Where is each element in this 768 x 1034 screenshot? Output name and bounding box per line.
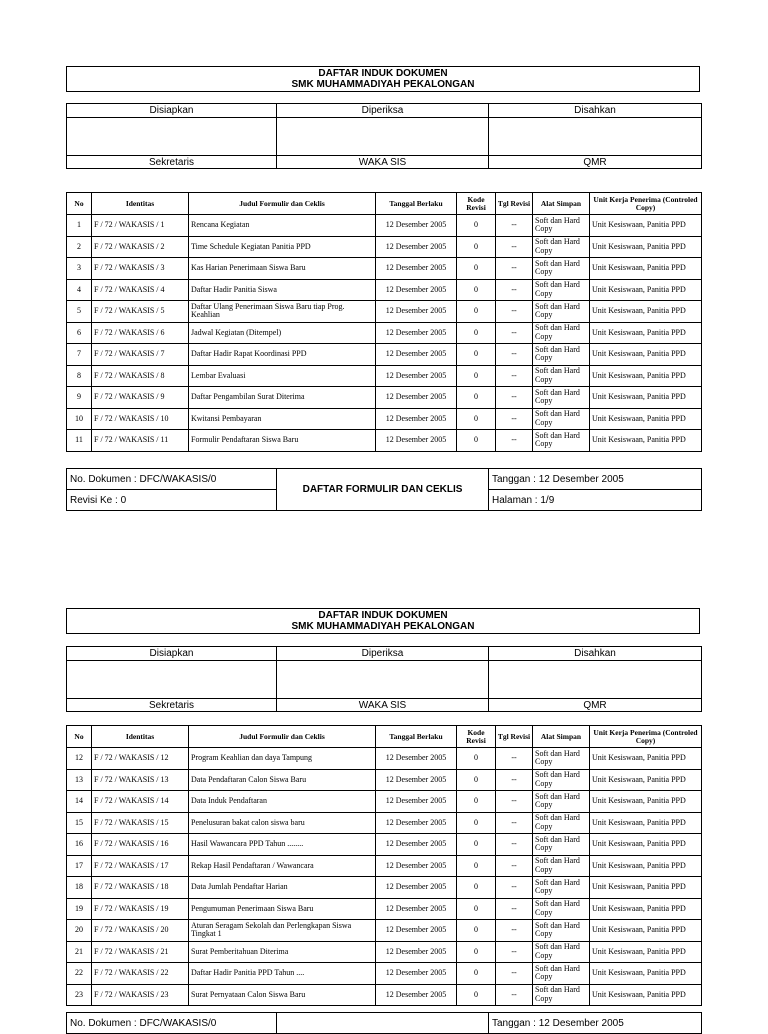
column-header: Identitas bbox=[92, 193, 189, 215]
revision-date: -- bbox=[496, 812, 533, 834]
revision-code: 0 bbox=[457, 430, 496, 452]
receiving-unit: Unit Kesiswaan, Panitia PPD bbox=[590, 344, 702, 366]
signer-role-secretary: Sekretaris bbox=[67, 156, 277, 169]
revision-date: -- bbox=[496, 387, 533, 409]
receiving-unit: Unit Kesiswaan, Panitia PPD bbox=[590, 301, 702, 323]
effective-date: 12 Desember 2005 bbox=[376, 344, 457, 366]
table-row bbox=[67, 258, 702, 280]
revision-date: -- bbox=[496, 920, 533, 942]
table-row bbox=[67, 430, 702, 452]
revision-code: 0 bbox=[457, 279, 496, 301]
storage-medium: Soft dan Hard Copy bbox=[533, 877, 590, 899]
column-header: Judul Formulir dan Ceklis bbox=[189, 726, 376, 748]
document-list-table bbox=[66, 725, 702, 1006]
effective-date: 12 Desember 2005 bbox=[376, 301, 457, 323]
storage-medium: Soft dan Hard Copy bbox=[533, 791, 590, 813]
signer-role-qmr: QMR bbox=[489, 156, 702, 169]
signature-label-prepared: Disiapkan bbox=[67, 104, 277, 118]
revision-code: 0 bbox=[457, 344, 496, 366]
signature-label-checked: Diperiksa bbox=[277, 104, 489, 118]
receiving-unit: Unit Kesiswaan, Panitia PPD bbox=[590, 365, 702, 387]
revision-date: -- bbox=[496, 898, 533, 920]
signer-role-qmr: QMR bbox=[489, 699, 702, 712]
table-row bbox=[67, 748, 702, 770]
table-row bbox=[67, 344, 702, 366]
table-row bbox=[67, 769, 702, 791]
form-title: Daftar Ulang Penerimaan Siswa Baru tiap Prog. Keahlian bbox=[189, 301, 376, 323]
document-id: F / 72 / WAKASIS / 7 bbox=[92, 344, 189, 366]
document-id: F / 72 / WAKASIS / 18 bbox=[92, 877, 189, 899]
receiving-unit: Unit Kesiswaan, Panitia PPD bbox=[590, 279, 702, 301]
table-header-row bbox=[67, 726, 702, 748]
effective-date: 12 Desember 2005 bbox=[376, 877, 457, 899]
revision-code: 0 bbox=[457, 855, 496, 877]
row-number: 17 bbox=[67, 855, 92, 877]
receiving-unit: Unit Kesiswaan, Panitia PPD bbox=[590, 941, 702, 963]
document-id: F / 72 / WAKASIS / 16 bbox=[92, 834, 189, 856]
table-row bbox=[67, 984, 702, 1006]
column-header: Unit Kerja Penerima (Controled Copy) bbox=[590, 726, 702, 748]
page-number: Halaman : 1/9 bbox=[489, 490, 702, 511]
table-row bbox=[67, 920, 702, 942]
signature-space bbox=[67, 661, 277, 699]
effective-date: 12 Desember 2005 bbox=[376, 963, 457, 985]
revision-code: 0 bbox=[457, 301, 496, 323]
table-row bbox=[67, 408, 702, 430]
column-header: No bbox=[67, 726, 92, 748]
revision-date: -- bbox=[496, 430, 533, 452]
form-title: Rekap Hasil Pendaftaran / Wawancara bbox=[189, 855, 376, 877]
receiving-unit: Unit Kesiswaan, Panitia PPD bbox=[590, 834, 702, 856]
effective-date: 12 Desember 2005 bbox=[376, 769, 457, 791]
form-title: Hasil Wawancara PPD Tahun ........ bbox=[189, 834, 376, 856]
row-number: 6 bbox=[67, 322, 92, 344]
table-row bbox=[67, 963, 702, 985]
document-list-table bbox=[66, 192, 702, 452]
effective-date: 12 Desember 2005 bbox=[376, 430, 457, 452]
effective-date: 12 Desember 2005 bbox=[376, 791, 457, 813]
form-title: Kas Harian Penerimaan Siswa Baru bbox=[189, 258, 376, 280]
document-footer bbox=[66, 1012, 702, 1034]
document-id: F / 72 / WAKASIS / 3 bbox=[92, 258, 189, 280]
effective-date: 12 Desember 2005 bbox=[376, 387, 457, 409]
document-id: F / 72 / WAKASIS / 19 bbox=[92, 898, 189, 920]
document-header bbox=[66, 66, 700, 92]
column-header: Judul Formulir dan Ceklis bbox=[189, 193, 376, 215]
form-title: Aturan Seragam Sekolah dan Perlengkapan Siswa Tingkat 1 bbox=[189, 920, 376, 942]
storage-medium: Soft dan Hard Copy bbox=[533, 855, 590, 877]
signer-role-waka-sis: WAKA SIS bbox=[277, 156, 489, 169]
header-line-1: DAFTAR INDUK DOKUMEN bbox=[318, 68, 448, 79]
receiving-unit: Unit Kesiswaan, Panitia PPD bbox=[590, 258, 702, 280]
revision-date: -- bbox=[496, 984, 533, 1006]
signature-space bbox=[489, 661, 702, 699]
document-id: F / 72 / WAKASIS / 14 bbox=[92, 791, 189, 813]
header-line-1: DAFTAR INDUK DOKUMEN bbox=[318, 610, 448, 621]
column-header: Alat Simpan bbox=[533, 726, 590, 748]
table-row bbox=[67, 812, 702, 834]
storage-medium: Soft dan Hard Copy bbox=[533, 834, 590, 856]
row-number: 13 bbox=[67, 769, 92, 791]
receiving-unit: Unit Kesiswaan, Panitia PPD bbox=[590, 748, 702, 770]
row-number: 4 bbox=[67, 279, 92, 301]
table-row bbox=[67, 941, 702, 963]
row-number: 15 bbox=[67, 812, 92, 834]
revision-date: -- bbox=[496, 834, 533, 856]
row-number: 14 bbox=[67, 791, 92, 813]
receiving-unit: Unit Kesiswaan, Panitia PPD bbox=[590, 984, 702, 1006]
document-id: F / 72 / WAKASIS / 17 bbox=[92, 855, 189, 877]
document-id: F / 72 / WAKASIS / 11 bbox=[92, 430, 189, 452]
table-row bbox=[67, 834, 702, 856]
signature-space bbox=[489, 118, 702, 156]
table-row bbox=[67, 791, 702, 813]
effective-date: 12 Desember 2005 bbox=[376, 834, 457, 856]
table-row bbox=[67, 365, 702, 387]
row-number: 12 bbox=[67, 748, 92, 770]
form-title: Daftar Hadir Panitia PPD Tahun .... bbox=[189, 963, 376, 985]
document-id: F / 72 / WAKASIS / 9 bbox=[92, 387, 189, 409]
revision-code: 0 bbox=[457, 322, 496, 344]
receiving-unit: Unit Kesiswaan, Panitia PPD bbox=[590, 408, 702, 430]
effective-date: 12 Desember 2005 bbox=[376, 812, 457, 834]
signer-role-waka-sis: WAKA SIS bbox=[277, 699, 489, 712]
document-id: F / 72 / WAKASIS / 6 bbox=[92, 322, 189, 344]
document-id: F / 72 / WAKASIS / 20 bbox=[92, 920, 189, 942]
effective-date: 12 Desember 2005 bbox=[376, 984, 457, 1006]
effective-date: 12 Desember 2005 bbox=[376, 920, 457, 942]
revision-date: -- bbox=[496, 365, 533, 387]
receiving-unit: Unit Kesiswaan, Panitia PPD bbox=[590, 855, 702, 877]
form-title: Rencana Kegiatan bbox=[189, 215, 376, 237]
revision-code: 0 bbox=[457, 387, 496, 409]
effective-date: 12 Desember 2005 bbox=[376, 898, 457, 920]
revision-code: 0 bbox=[457, 258, 496, 280]
receiving-unit: Unit Kesiswaan, Panitia PPD bbox=[590, 898, 702, 920]
form-title: Kwitansi Pembayaran bbox=[189, 408, 376, 430]
receiving-unit: Unit Kesiswaan, Panitia PPD bbox=[590, 920, 702, 942]
document-id: F / 72 / WAKASIS / 4 bbox=[92, 279, 189, 301]
footer-title bbox=[277, 1013, 489, 1034]
revision-code: 0 bbox=[457, 941, 496, 963]
form-title: Surat Pernyataan Calon Siswa Baru bbox=[189, 984, 376, 1006]
receiving-unit: Unit Kesiswaan, Panitia PPD bbox=[590, 236, 702, 258]
revision-code: 0 bbox=[457, 898, 496, 920]
revision-code: 0 bbox=[457, 984, 496, 1006]
table-row bbox=[67, 301, 702, 323]
row-number: 2 bbox=[67, 236, 92, 258]
table-row bbox=[67, 215, 702, 237]
signature-space bbox=[277, 661, 489, 699]
signature-label-prepared: Disiapkan bbox=[67, 647, 277, 661]
revision-date: -- bbox=[496, 236, 533, 258]
row-number: 23 bbox=[67, 984, 92, 1006]
footer-title: DAFTAR FORMULIR DAN CEKLIS bbox=[277, 469, 489, 511]
form-title: Jadwal Kegiatan (Ditempel) bbox=[189, 322, 376, 344]
receiving-unit: Unit Kesiswaan, Panitia PPD bbox=[590, 215, 702, 237]
table-body bbox=[67, 215, 702, 452]
document-id: F / 72 / WAKASIS / 12 bbox=[92, 748, 189, 770]
column-header: Tanggal Berlaku bbox=[376, 193, 457, 215]
storage-medium: Soft dan Hard Copy bbox=[533, 748, 590, 770]
document-number: No. Dokumen : DFC/WAKASIS/0 bbox=[67, 1013, 277, 1034]
signature-table bbox=[66, 646, 702, 712]
row-number: 16 bbox=[67, 834, 92, 856]
header-line-2: SMK MUHAMMADIYAH PEKALONGAN bbox=[291, 621, 475, 632]
document-id: F / 72 / WAKASIS / 8 bbox=[92, 365, 189, 387]
signer-role-secretary: Sekretaris bbox=[67, 699, 277, 712]
revision-date: -- bbox=[496, 215, 533, 237]
revision-code: 0 bbox=[457, 236, 496, 258]
column-header: Identitas bbox=[92, 726, 189, 748]
form-title: Formulir Pendaftaran Siswa Baru bbox=[189, 430, 376, 452]
receiving-unit: Unit Kesiswaan, Panitia PPD bbox=[590, 791, 702, 813]
signature-label-checked: Diperiksa bbox=[277, 647, 489, 661]
revision-code: 0 bbox=[457, 408, 496, 430]
signature-label-approved: Disahkan bbox=[489, 104, 702, 118]
revision-date: -- bbox=[496, 279, 533, 301]
effective-date: 12 Desember 2005 bbox=[376, 748, 457, 770]
form-title: Surat Pemberitahuan Diterima bbox=[189, 941, 376, 963]
revision-date: -- bbox=[496, 791, 533, 813]
storage-medium: Soft dan Hard Copy bbox=[533, 322, 590, 344]
table-row bbox=[67, 279, 702, 301]
storage-medium: Soft dan Hard Copy bbox=[533, 769, 590, 791]
revision-code: 0 bbox=[457, 769, 496, 791]
storage-medium: Soft dan Hard Copy bbox=[533, 365, 590, 387]
form-title: Data Pendaftaran Calon Siswa Baru bbox=[189, 769, 376, 791]
form-title: Daftar Pengambilan Surat Diterima bbox=[189, 387, 376, 409]
row-number: 22 bbox=[67, 963, 92, 985]
table-body bbox=[67, 748, 702, 1006]
revision-date: -- bbox=[496, 344, 533, 366]
row-number: 3 bbox=[67, 258, 92, 280]
storage-medium: Soft dan Hard Copy bbox=[533, 984, 590, 1006]
form-title: Program Keahlian dan daya Tampung bbox=[189, 748, 376, 770]
table-row bbox=[67, 898, 702, 920]
header-line-2: SMK MUHAMMADIYAH PEKALONGAN bbox=[291, 79, 475, 90]
form-title: Data Jumlah Pendaftar Harian bbox=[189, 877, 376, 899]
revision-code: 0 bbox=[457, 963, 496, 985]
row-number: 21 bbox=[67, 941, 92, 963]
signature-table bbox=[66, 103, 702, 169]
form-title: Pengumuman Penerimaan Siswa Baru bbox=[189, 898, 376, 920]
revision-code: 0 bbox=[457, 877, 496, 899]
row-number: 20 bbox=[67, 920, 92, 942]
revision-date: -- bbox=[496, 941, 533, 963]
form-title: Time Schedule Kegiatan Panitia PPD bbox=[189, 236, 376, 258]
effective-date: 12 Desember 2005 bbox=[376, 322, 457, 344]
form-title: Daftar Hadir Panitia Siswa bbox=[189, 279, 376, 301]
storage-medium: Soft dan Hard Copy bbox=[533, 258, 590, 280]
document-id: F / 72 / WAKASIS / 21 bbox=[92, 941, 189, 963]
revision-date: -- bbox=[496, 408, 533, 430]
document-id: F / 72 / WAKASIS / 2 bbox=[92, 236, 189, 258]
revision-date: -- bbox=[496, 877, 533, 899]
effective-date: 12 Desember 2005 bbox=[376, 258, 457, 280]
receiving-unit: Unit Kesiswaan, Panitia PPD bbox=[590, 812, 702, 834]
document-number: No. Dokumen : DFC/WAKASIS/0 bbox=[67, 469, 277, 490]
column-header: Tgl Revisi bbox=[496, 193, 533, 215]
revision-code: 0 bbox=[457, 365, 496, 387]
row-number: 1 bbox=[67, 215, 92, 237]
document-header bbox=[66, 608, 700, 634]
storage-medium: Soft dan Hard Copy bbox=[533, 279, 590, 301]
form-title: Penelusuran bakat calon siswa baru bbox=[189, 812, 376, 834]
table-row bbox=[67, 877, 702, 899]
effective-date: 12 Desember 2005 bbox=[376, 279, 457, 301]
column-header: Tanggal Berlaku bbox=[376, 726, 457, 748]
row-number: 18 bbox=[67, 877, 92, 899]
revision-date: -- bbox=[496, 769, 533, 791]
signature-space bbox=[67, 118, 277, 156]
document-id: F / 72 / WAKASIS / 13 bbox=[92, 769, 189, 791]
revision-date: -- bbox=[496, 322, 533, 344]
revision-code: 0 bbox=[457, 791, 496, 813]
effective-date: 12 Desember 2005 bbox=[376, 855, 457, 877]
revision-code: 0 bbox=[457, 215, 496, 237]
column-header: Alat Simpan bbox=[533, 193, 590, 215]
row-number: 5 bbox=[67, 301, 92, 323]
storage-medium: Soft dan Hard Copy bbox=[533, 941, 590, 963]
storage-medium: Soft dan Hard Copy bbox=[533, 408, 590, 430]
revision-code: 0 bbox=[457, 812, 496, 834]
row-number: 7 bbox=[67, 344, 92, 366]
document-footer bbox=[66, 468, 702, 511]
table-row bbox=[67, 322, 702, 344]
table-row bbox=[67, 387, 702, 409]
revision-date: -- bbox=[496, 748, 533, 770]
document-id: F / 72 / WAKASIS / 15 bbox=[92, 812, 189, 834]
row-number: 9 bbox=[67, 387, 92, 409]
receiving-unit: Unit Kesiswaan, Panitia PPD bbox=[590, 963, 702, 985]
receiving-unit: Unit Kesiswaan, Panitia PPD bbox=[590, 322, 702, 344]
document-id: F / 72 / WAKASIS / 1 bbox=[92, 215, 189, 237]
document-id: F / 72 / WAKASIS / 23 bbox=[92, 984, 189, 1006]
document-date: Tanggan : 12 Desember 2005 bbox=[489, 469, 702, 490]
storage-medium: Soft dan Hard Copy bbox=[533, 344, 590, 366]
effective-date: 12 Desember 2005 bbox=[376, 236, 457, 258]
form-title: Data Induk Pendaftaran bbox=[189, 791, 376, 813]
document-id: F / 72 / WAKASIS / 5 bbox=[92, 301, 189, 323]
document-id: F / 72 / WAKASIS / 10 bbox=[92, 408, 189, 430]
column-header: No bbox=[67, 193, 92, 215]
storage-medium: Soft dan Hard Copy bbox=[533, 812, 590, 834]
effective-date: 12 Desember 2005 bbox=[376, 215, 457, 237]
revision-number: Revisi Ke : 0 bbox=[67, 490, 277, 511]
revision-date: -- bbox=[496, 963, 533, 985]
column-header: Kode Revisi bbox=[457, 193, 496, 215]
storage-medium: Soft dan Hard Copy bbox=[533, 387, 590, 409]
column-header: Kode Revisi bbox=[457, 726, 496, 748]
row-number: 8 bbox=[67, 365, 92, 387]
table-row bbox=[67, 855, 702, 877]
storage-medium: Soft dan Hard Copy bbox=[533, 963, 590, 985]
storage-medium: Soft dan Hard Copy bbox=[533, 898, 590, 920]
receiving-unit: Unit Kesiswaan, Panitia PPD bbox=[590, 387, 702, 409]
table-header-row bbox=[67, 193, 702, 215]
storage-medium: Soft dan Hard Copy bbox=[533, 920, 590, 942]
signature-space bbox=[277, 118, 489, 156]
signature-label-approved: Disahkan bbox=[489, 647, 702, 661]
storage-medium: Soft dan Hard Copy bbox=[533, 215, 590, 237]
revision-code: 0 bbox=[457, 748, 496, 770]
effective-date: 12 Desember 2005 bbox=[376, 941, 457, 963]
column-header: Tgl Revisi bbox=[496, 726, 533, 748]
receiving-unit: Unit Kesiswaan, Panitia PPD bbox=[590, 877, 702, 899]
revision-date: -- bbox=[496, 855, 533, 877]
row-number: 11 bbox=[67, 430, 92, 452]
receiving-unit: Unit Kesiswaan, Panitia PPD bbox=[590, 769, 702, 791]
effective-date: 12 Desember 2005 bbox=[376, 365, 457, 387]
revision-code: 0 bbox=[457, 920, 496, 942]
storage-medium: Soft dan Hard Copy bbox=[533, 301, 590, 323]
document-date: Tanggan : 12 Desember 2005 bbox=[489, 1013, 702, 1034]
column-header: Unit Kerja Penerima (Controled Copy) bbox=[590, 193, 702, 215]
document-id: F / 72 / WAKASIS / 22 bbox=[92, 963, 189, 985]
row-number: 19 bbox=[67, 898, 92, 920]
storage-medium: Soft dan Hard Copy bbox=[533, 236, 590, 258]
revision-date: -- bbox=[496, 258, 533, 280]
storage-medium: Soft dan Hard Copy bbox=[533, 430, 590, 452]
receiving-unit: Unit Kesiswaan, Panitia PPD bbox=[590, 430, 702, 452]
table-row bbox=[67, 236, 702, 258]
revision-date: -- bbox=[496, 301, 533, 323]
revision-code: 0 bbox=[457, 834, 496, 856]
row-number: 10 bbox=[67, 408, 92, 430]
form-title: Daftar Hadir Rapat Koordinasi PPD bbox=[189, 344, 376, 366]
form-title: Lembar Evaluasi bbox=[189, 365, 376, 387]
effective-date: 12 Desember 2005 bbox=[376, 408, 457, 430]
